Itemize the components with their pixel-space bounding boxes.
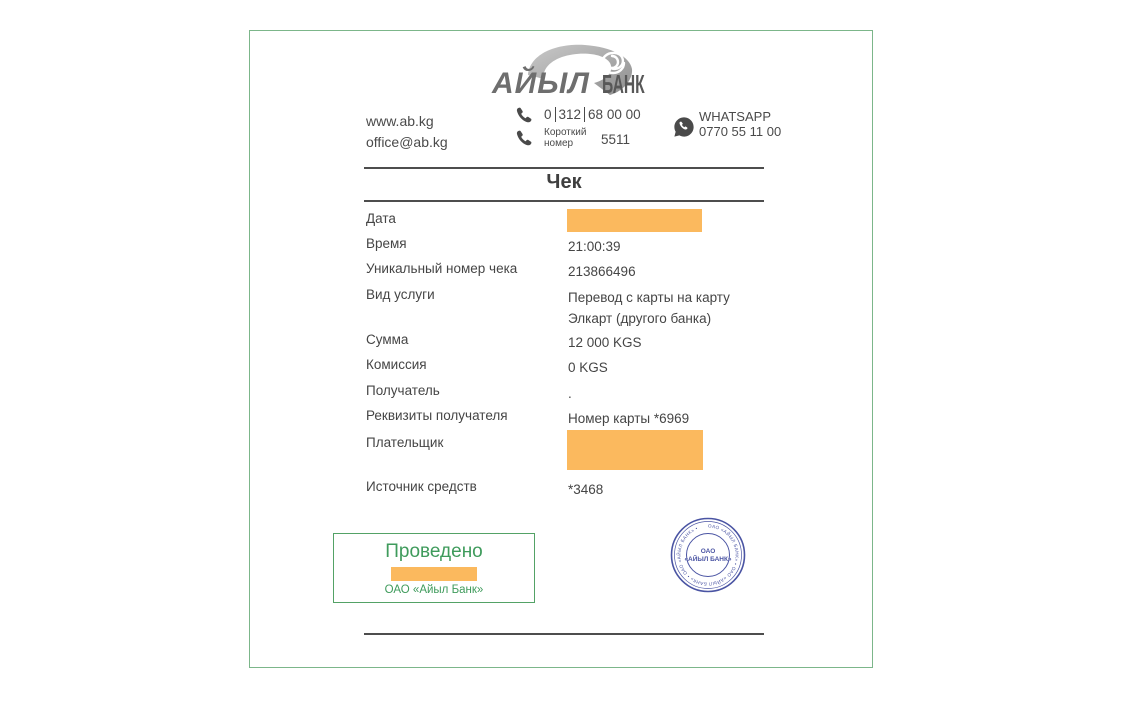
stamp-center-line2: «АЙЫЛ БАНК»	[684, 556, 732, 563]
phone-icon	[515, 106, 534, 125]
whatsapp-label: WHATSAPP	[699, 109, 771, 124]
field-value-recipient: .	[568, 386, 572, 401]
field-value-commission: 0 KGS	[568, 360, 608, 375]
field-value-receipt-number: 213866496	[568, 264, 636, 279]
field-label-payer: Плательщик	[366, 435, 444, 450]
field-value-service-type: Перевод с карты на карту Элкарт (другого банка)	[568, 290, 730, 326]
redacted-value-date	[567, 209, 702, 232]
logo-text-name: АЙЫЛ	[492, 67, 590, 100]
field-value-funds-source: *3468	[568, 482, 604, 497]
bank-logo	[490, 35, 670, 105]
divider	[364, 633, 764, 635]
receipt-document	[249, 30, 873, 668]
short-number-value: 5511	[601, 132, 631, 147]
phone-icon	[515, 129, 534, 148]
contact-left-block	[366, 111, 448, 153]
divider	[364, 200, 764, 202]
field-label-funds-source: Источник средств	[366, 479, 477, 494]
whatsapp-number: 0770 55 11 00	[699, 123, 782, 139]
field-value-amount: 12 000 KGS	[568, 335, 642, 350]
short-number-label-line1: Короткий	[544, 127, 587, 138]
phone-rest: 68 00 00	[588, 107, 641, 122]
phone-number	[544, 107, 641, 122]
field-label-recipient: Получатель	[366, 383, 440, 398]
email-link[interactable]: office@ab.kg	[366, 134, 448, 150]
short-number-label-line2: номер	[544, 138, 574, 149]
field-label-amount: Сумма	[366, 332, 409, 347]
stamp-center-line1: ОАО	[700, 548, 716, 555]
divider	[364, 167, 764, 169]
field-label-recipient-details: Реквизиты получателя	[366, 408, 508, 423]
logo-text-suffix: БАНК	[602, 71, 645, 100]
field-label-commission: Комиссия	[366, 357, 427, 372]
redacted-signature	[391, 567, 477, 581]
field-label-date: Дата	[366, 211, 396, 226]
field-label-time: Время	[366, 236, 407, 251]
phone-prefix: 0	[544, 107, 552, 122]
stamp-ring-text: ОАО «АЙЫЛ БАНК» • ОАО «АЙЫЛ БАНК» • ОАО «АЙЫЛ БАНК» •	[676, 523, 740, 587]
redacted-value-payer	[567, 430, 703, 470]
field-label-receipt-number: Уникальный номер чека	[366, 261, 518, 276]
whatsapp-block	[699, 110, 781, 139]
status-text: Проведено	[385, 541, 483, 562]
phone-code: 312	[558, 107, 582, 122]
phone-separator	[555, 107, 556, 122]
status-bank-name: ОАО «Айыл Банк»	[384, 584, 484, 596]
page-title: Чек	[546, 171, 582, 193]
field-value-recipient-details: Номер карты *6969	[568, 411, 690, 426]
field-label-service-type: Вид услуги	[366, 287, 435, 302]
website-link[interactable]: www.ab.kg	[366, 113, 434, 129]
bank-stamp	[668, 515, 748, 595]
phone-separator	[584, 107, 585, 122]
short-number-label	[544, 127, 586, 149]
field-value-time: 21:00:39	[568, 239, 621, 254]
status-box	[333, 533, 535, 603]
whatsapp-icon	[673, 116, 695, 138]
